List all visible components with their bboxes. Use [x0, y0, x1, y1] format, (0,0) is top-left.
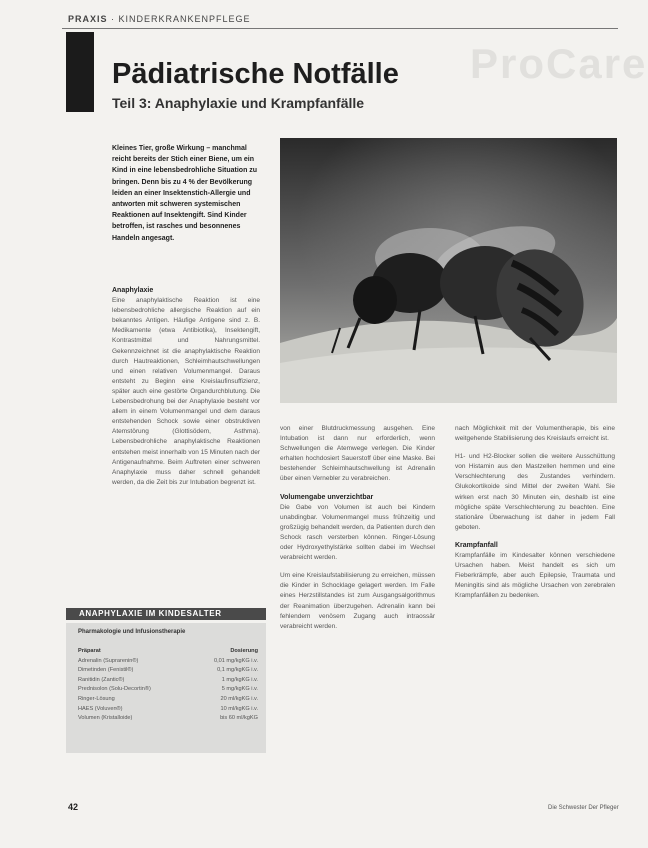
paragraph: Eine anaphylaktische Reaktion ist eine lebensbedrohliche allergische Reaktion auf ein bekanntes Antigen. Häufige Antigene sind z. B. Medikamente (etwa Antibiotika), Insektengift, Kontrastmittel und Nahrungsmittel. Gekennzeichnet ist die anaphylaktische Reaktion durch Hautreaktionen, Schleimhautschwellungen und einen relativen Volumenmangel. Daraus entsteht zu Beginn eine Kreislaufinsuffizienz, später auch eine gestörte Organdurchblutung. Die Lebensbedrohung bei der Anaphylaxie besteht vor allem in einem Volumenmangel und dem daraus entstehenden Schock sowie einer obstruktiven Atemstörung (Glottisödem, Asthma). Lebensbedrohliche anaphylaktische Reaktionen entstehen meist innerhalb von 15 Minuten nach der Antigenaufnahme. Beim Auftreten einer schweren Anaphylaxie muss daher schnell gehandelt werden, da die Zeit bis zur Intubation begrenzt ist. — [112, 297, 260, 486]
running-head-topic: KINDERKRANKENPFLEGE — [118, 14, 251, 24]
dosage: 5 mg/kgKG i.v. — [221, 686, 258, 693]
info-box — [66, 593, 266, 753]
side-margin-mark — [626, 745, 640, 773]
info-box-title: Pharmakologie und Infusionstherapie — [78, 629, 186, 635]
page-number: 42 — [68, 802, 79, 812]
bee-photo — [280, 138, 617, 403]
text-column-1 — [112, 286, 260, 496]
dosage: bis 60 ml/kgKG — [220, 715, 258, 722]
table-row — [78, 666, 258, 676]
drug-name: Ringer-Lösung — [78, 695, 115, 702]
paragraph: Krampfanfälle im Kindesalter können verschiedene Ursachen haben. Meist handelt es sich um Fieberkrämpfe, aber auch Epilepsie, Traumata und Meningitis sind als mögliche Ursachen von zerebralen Krampfanfällen zu bedenken. — [455, 552, 615, 600]
info-box-body — [66, 623, 266, 753]
table-row — [78, 676, 258, 686]
drug-name: Volumen (Kristalloide) — [78, 715, 133, 722]
drug-name: Ranitidin (Zantic®) — [78, 676, 125, 683]
dosage: 10 ml/kgKG i.v. — [220, 705, 258, 712]
section-heading: Volumengabe unverzichtbar — [280, 493, 374, 501]
table-row — [78, 705, 258, 715]
footer-source: Die Schwester Der Pfleger — [548, 805, 619, 811]
table-row — [78, 685, 258, 695]
drug-name: Dimetinden (Fenistil®) — [78, 667, 134, 674]
dosage: 20 ml/kgKG i.v. — [220, 695, 258, 702]
text-column-3 — [455, 424, 615, 610]
article-intro: Kleines Tier, große Wirkung – manchmal reicht bereits der Stich einer Biene, um ein Kind in eine lebensbedrohliche Situation zu bringen. Denn bis zu 4 % der Bevölkerung leiden an einer Insektenstich-Allergie und antworten mit schweren systemischen Reaktionen auf Insektengift. Sind Kinder betroffen, ist rasches und besonnenes Handeln angesagt. — [112, 145, 258, 242]
paragraph: nach Möglichkeit mit der Volumentherapie, bis eine weitgehende Stabilisierung des Kreislaufs erreicht ist. — [455, 425, 615, 443]
running-head: PRAXIS · KINDERKRANKENPFLEGE — [68, 14, 251, 24]
dosage: 1 mg/kgKG i.v. — [221, 676, 258, 683]
text-column-2 — [280, 424, 435, 640]
drug-name: Adrenalin (Suprarenin®) — [78, 657, 139, 664]
table-row — [78, 695, 258, 705]
table-header-row — [78, 647, 258, 657]
paragraph: H1- und H2-Blocker sollen die weitere Ausschüttung von Histamin aus den Mastzellen hemmen und eine Verschlechterung des Zustandes verhindern. Glukokortikoide sind Mittel der zweiten Wahl. Sie wirken erst nach 30 Minuten ein, deshalb ist eine mögliche späte Verschlechterung zu beachten. Eine stationäre Überwachung ist daher in jedem Fall geboten. — [455, 453, 615, 531]
table-row — [78, 657, 258, 667]
article-subtitle: Teil 3: Anaphylaxie und Krampfanfälle — [112, 95, 365, 111]
section-heading: Anaphylaxie — [112, 287, 154, 294]
dosage: 0,1 mg/kgKG i.v. — [217, 667, 258, 674]
header-rule — [62, 28, 618, 29]
section-heading: Krampfanfall — [455, 541, 498, 549]
drug-name: HAES (Voluven®) — [78, 705, 123, 712]
info-box-heading: ANAPHYLAXIE IM KINDESALTER — [66, 608, 266, 620]
paragraph: von einer Blutdruckmessung ausgehen. Eine Intubation ist dann nur erforderlich, wenn Schwellungen die Atemwege verlegen. Die Kinder erhalten hochdosiert Sauerstoff über eine Maske. Bei bestehender Schleimhautschwellung ist Adrenalin über einen Vernebler zu verabreichen. — [280, 425, 435, 483]
column-header: Präparat — [78, 648, 101, 654]
drug-name: Prednisolon (Solu-Decortin®) — [78, 686, 151, 693]
article-title: Pädiatrische Notfälle — [112, 58, 399, 90]
paragraph: Um eine Kreislaufstabilisierung zu erreichen, müssen die Kinder in Schocklage gelagert werden. Im Falle eines Herzstillstandes ist zum Ausgangsalgorithmus der Reanimation überzugehen. Adrenalin kann bei fehlendem venösem Zugang auch intraossär verabreicht werden. — [280, 572, 435, 630]
column-header: Dosierung — [230, 648, 258, 654]
running-head-section: PRAXIS — [68, 14, 108, 24]
table-row — [78, 714, 258, 724]
bee-illustration — [280, 138, 617, 403]
dosage-table — [78, 647, 258, 724]
watermark: ProCare — [470, 40, 648, 87]
paragraph: Die Gabe von Volumen ist auch bei Kindern unabdingbar. Volumenmangel muss frühzeitig und großzügig behandelt werden, da Patienten durch den Schock rasch versterben können. Ringer-Lösung oder Hydroxyethylstärke sollten dabei im Wechsel verabreicht werden. — [280, 503, 435, 562]
dosage: 0,01 mg/kgKG i.v. — [213, 657, 258, 664]
section-marker-bar — [66, 32, 94, 112]
